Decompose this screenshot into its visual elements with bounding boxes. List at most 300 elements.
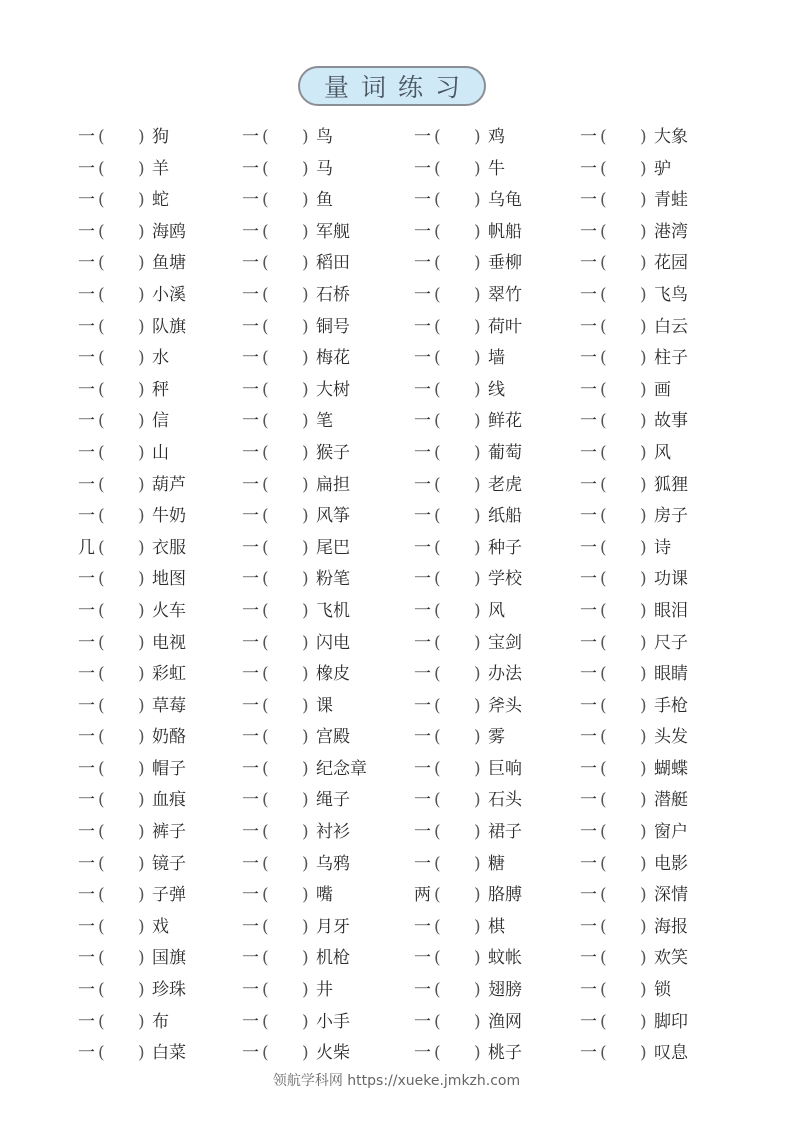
measure-word-blank[interactable] (610, 349, 640, 369)
measure-word-blank[interactable] (272, 128, 302, 148)
left-paren: ( (262, 600, 269, 621)
measure-word-blank[interactable] (272, 981, 302, 1001)
right-paren: ) (138, 664, 145, 685)
measure-word-blank[interactable] (108, 570, 138, 590)
numeral: 一 (580, 221, 597, 242)
left-paren: ( (98, 537, 105, 558)
measure-word-blank[interactable] (108, 381, 138, 401)
measure-word-blank[interactable] (444, 760, 474, 780)
left-paren: ( (434, 127, 441, 147)
measure-word-blank[interactable] (272, 317, 302, 337)
measure-word-blank[interactable] (272, 949, 302, 969)
right-paren: ) (138, 948, 145, 969)
measure-word-blank[interactable] (610, 823, 640, 843)
exercise-item (242, 628, 350, 660)
measure-word-blank[interactable] (610, 475, 640, 495)
noun: 粉笔 (316, 569, 350, 590)
right-paren: ) (474, 221, 481, 242)
measure-word-blank[interactable] (610, 539, 640, 559)
left-paren: ( (262, 916, 269, 937)
measure-word-blank[interactable] (610, 791, 640, 811)
right-paren: ) (474, 190, 481, 211)
noun: 火柴 (316, 1043, 350, 1064)
noun: 鲜花 (488, 411, 522, 432)
exercise-item (414, 122, 505, 154)
exercise-item (78, 438, 169, 470)
measure-word-blank[interactable] (272, 823, 302, 843)
left-paren: ( (434, 253, 441, 274)
exercise-item (414, 217, 522, 249)
noun: 衣服 (152, 537, 186, 558)
noun: 叹息 (654, 1043, 688, 1064)
measure-word-blank[interactable] (444, 886, 474, 906)
measure-word-blank[interactable] (610, 602, 640, 622)
right-paren: ) (138, 442, 145, 463)
measure-word-blank[interactable] (108, 254, 138, 274)
numeral: 一 (242, 632, 259, 653)
left-paren: ( (262, 253, 269, 274)
exercise-row (78, 154, 718, 186)
left-paren: ( (98, 379, 105, 400)
measure-word-blank[interactable] (610, 696, 640, 716)
measure-word-blank[interactable] (444, 412, 474, 432)
measure-word-blank[interactable] (610, 381, 640, 401)
right-paren: ) (474, 379, 481, 400)
noun: 电影 (654, 853, 688, 874)
exercise-item (580, 217, 688, 249)
numeral: 一 (242, 253, 259, 274)
measure-word-blank[interactable] (108, 886, 138, 906)
measure-word-blank[interactable] (108, 1044, 138, 1064)
exercise-item (580, 343, 688, 375)
noun: 衬衫 (316, 822, 350, 843)
left-paren: ( (600, 221, 607, 242)
measure-word-blank[interactable] (108, 475, 138, 495)
measure-word-blank[interactable] (272, 286, 302, 306)
left-paren: ( (434, 158, 441, 179)
exercise-item (580, 691, 688, 723)
measure-word-blank[interactable] (610, 1012, 640, 1032)
noun: 桃子 (488, 1043, 522, 1064)
right-paren: ) (138, 379, 145, 400)
left-paren: ( (98, 506, 105, 527)
measure-word-blank[interactable] (444, 854, 474, 874)
measure-word-blank[interactable] (610, 665, 640, 685)
numeral: 一 (414, 758, 431, 779)
left-paren: ( (600, 980, 607, 1001)
noun: 秤 (152, 379, 169, 400)
left-paren: ( (262, 664, 269, 685)
measure-word-blank[interactable] (610, 918, 640, 938)
measure-word-blank[interactable] (444, 223, 474, 243)
measure-word-blank[interactable] (444, 791, 474, 811)
measure-word-blank[interactable] (108, 349, 138, 369)
numeral: 一 (242, 127, 259, 147)
measure-word-blank[interactable] (272, 728, 302, 748)
numeral: 一 (78, 664, 95, 685)
measure-word-blank[interactable] (108, 981, 138, 1001)
right-paren: ) (138, 474, 145, 495)
measure-word-blank[interactable] (108, 823, 138, 843)
left-paren: ( (262, 569, 269, 590)
noun: 马 (316, 158, 333, 179)
measure-word-blank[interactable] (272, 159, 302, 179)
numeral: 一 (242, 727, 259, 748)
measure-word-blank[interactable] (108, 507, 138, 527)
right-paren: ) (640, 727, 647, 748)
numeral: 一 (414, 569, 431, 590)
exercise-item (414, 1007, 522, 1039)
exercise-item (242, 185, 333, 217)
right-paren: ) (474, 600, 481, 621)
measure-word-blank[interactable] (444, 128, 474, 148)
measure-word-blank[interactable] (108, 665, 138, 685)
exercise-item (414, 817, 522, 849)
measure-word-blank[interactable] (272, 791, 302, 811)
measure-word-blank[interactable] (272, 696, 302, 716)
exercise-item (78, 596, 186, 628)
measure-word-blank[interactable] (272, 412, 302, 432)
measure-word-blank[interactable] (610, 159, 640, 179)
measure-word-blank[interactable] (610, 128, 640, 148)
numeral: 一 (242, 348, 259, 369)
left-paren: ( (98, 474, 105, 495)
right-paren: ) (640, 506, 647, 527)
right-paren: ) (474, 980, 481, 1001)
measure-word-blank[interactable] (444, 602, 474, 622)
left-paren: ( (434, 316, 441, 337)
measure-word-blank[interactable] (610, 570, 640, 590)
right-paren: ) (302, 348, 309, 369)
numeral: 一 (580, 822, 597, 843)
measure-word-blank[interactable] (610, 981, 640, 1001)
measure-word-blank[interactable] (444, 1012, 474, 1032)
measure-word-blank[interactable] (108, 539, 138, 559)
numeral: 一 (78, 411, 95, 432)
measure-word-blank[interactable] (610, 633, 640, 653)
right-paren: ) (474, 916, 481, 937)
right-paren: ) (640, 664, 647, 685)
measure-word-blank[interactable] (108, 633, 138, 653)
measure-word-blank[interactable] (444, 949, 474, 969)
measure-word-blank[interactable] (444, 191, 474, 211)
measure-word-blank[interactable] (272, 191, 302, 211)
right-paren: ) (640, 600, 647, 621)
left-paren: ( (262, 1011, 269, 1032)
right-paren: ) (474, 284, 481, 305)
right-paren: ) (640, 822, 647, 843)
measure-word-blank[interactable] (108, 1012, 138, 1032)
exercise-row (78, 217, 718, 249)
numeral: 一 (414, 600, 431, 621)
left-paren: ( (434, 790, 441, 811)
exercise-item (242, 817, 350, 849)
left-paren: ( (98, 284, 105, 305)
noun: 小溪 (152, 284, 186, 305)
exercise-row (78, 975, 718, 1007)
measure-word-blank[interactable] (444, 286, 474, 306)
left-paren: ( (434, 980, 441, 1001)
exercise-item (78, 248, 186, 280)
exercise-item (242, 722, 350, 754)
measure-word-blank[interactable] (444, 317, 474, 337)
left-paren: ( (434, 1011, 441, 1032)
measure-word-blank[interactable] (108, 412, 138, 432)
noun: 国旗 (152, 948, 186, 969)
exercise-row (78, 438, 718, 470)
numeral: 一 (414, 474, 431, 495)
left-paren: ( (98, 348, 105, 369)
noun: 白云 (654, 316, 688, 337)
measure-word-blank[interactable] (610, 412, 640, 432)
measure-word-blank[interactable] (444, 475, 474, 495)
measure-word-blank[interactable] (108, 128, 138, 148)
measure-word-blank[interactable] (610, 728, 640, 748)
left-paren: ( (98, 758, 105, 779)
right-paren: ) (302, 853, 309, 874)
measure-word-blank[interactable] (444, 665, 474, 685)
left-paren: ( (262, 316, 269, 337)
right-paren: ) (138, 916, 145, 937)
measure-word-blank[interactable] (444, 539, 474, 559)
measure-word-blank[interactable] (272, 633, 302, 653)
exercise-row (78, 122, 718, 154)
measure-word-blank[interactable] (108, 854, 138, 874)
measure-word-blank[interactable] (272, 444, 302, 464)
measure-word-blank[interactable] (272, 918, 302, 938)
measure-word-blank[interactable] (272, 223, 302, 243)
left-paren: ( (262, 632, 269, 653)
exercise-item (414, 406, 522, 438)
measure-word-blank[interactable] (444, 981, 474, 1001)
exercise-item (580, 785, 688, 817)
measure-word-blank[interactable] (444, 633, 474, 653)
measure-word-blank[interactable] (610, 949, 640, 969)
measure-word-blank[interactable] (272, 539, 302, 559)
measure-word-blank[interactable] (610, 444, 640, 464)
measure-word-blank[interactable] (108, 918, 138, 938)
measure-word-blank[interactable] (272, 349, 302, 369)
left-paren: ( (600, 948, 607, 969)
left-paren: ( (98, 316, 105, 337)
exercise-item (242, 564, 350, 596)
noun: 老虎 (488, 474, 522, 495)
measure-word-blank[interactable] (444, 381, 474, 401)
numeral: 一 (78, 790, 95, 811)
right-paren: ) (640, 253, 647, 274)
noun: 海鸥 (152, 221, 186, 242)
measure-word-blank[interactable] (610, 191, 640, 211)
measure-word-blank[interactable] (444, 1044, 474, 1064)
numeral: 一 (242, 569, 259, 590)
right-paren: ) (640, 569, 647, 590)
measure-word-blank[interactable] (444, 349, 474, 369)
exercise-item (414, 722, 505, 754)
left-paren: ( (600, 664, 607, 685)
numeral: 一 (580, 284, 597, 305)
numeral: 一 (580, 632, 597, 653)
noun: 蚊帐 (488, 948, 522, 969)
noun: 布 (152, 1011, 169, 1032)
numeral: 一 (580, 316, 597, 337)
right-paren: ) (474, 442, 481, 463)
numeral: 一 (78, 221, 95, 242)
numeral: 一 (580, 1043, 597, 1064)
measure-word-blank[interactable] (610, 507, 640, 527)
right-paren: ) (138, 221, 145, 242)
right-paren: ) (302, 980, 309, 1001)
exercise-row (78, 533, 718, 565)
exercise-item (242, 438, 350, 470)
exercise-item (78, 470, 186, 502)
exercise-item (414, 470, 522, 502)
measure-word-blank[interactable] (444, 254, 474, 274)
right-paren: ) (302, 284, 309, 305)
measure-word-blank[interactable] (108, 728, 138, 748)
measure-word-blank[interactable] (108, 602, 138, 622)
noun: 尾巴 (316, 537, 350, 558)
exercise-item (414, 943, 522, 975)
numeral: 一 (242, 980, 259, 1001)
measure-word-blank[interactable] (272, 760, 302, 780)
noun: 帽子 (152, 758, 186, 779)
measure-word-blank[interactable] (610, 317, 640, 337)
measure-word-blank[interactable] (108, 760, 138, 780)
right-paren: ) (640, 853, 647, 874)
exercise-row (78, 501, 718, 533)
measure-word-blank[interactable] (610, 1044, 640, 1064)
exercise-item (242, 470, 350, 502)
exercise-item (78, 185, 169, 217)
measure-word-blank[interactable] (272, 570, 302, 590)
noun: 猴子 (316, 442, 350, 463)
right-paren: ) (302, 632, 309, 653)
measure-word-blank[interactable] (272, 1044, 302, 1064)
exercise-item (78, 122, 169, 154)
numeral: 几 (78, 537, 95, 558)
exercise-item (242, 248, 350, 280)
measure-word-blank[interactable] (108, 191, 138, 211)
exercise-row (78, 375, 718, 407)
measure-word-blank[interactable] (108, 286, 138, 306)
right-paren: ) (474, 885, 481, 906)
left-paren: ( (600, 506, 607, 527)
measure-word-blank[interactable] (610, 286, 640, 306)
measure-word-blank[interactable] (610, 886, 640, 906)
measure-word-blank[interactable] (108, 949, 138, 969)
noun: 诗 (654, 537, 671, 558)
left-paren: ( (600, 600, 607, 621)
exercise-item (414, 785, 522, 817)
noun: 尺子 (654, 632, 688, 653)
left-paren: ( (98, 127, 105, 147)
measure-word-blank[interactable] (272, 886, 302, 906)
left-paren: ( (262, 221, 269, 242)
measure-word-blank[interactable] (108, 696, 138, 716)
measure-word-blank[interactable] (272, 854, 302, 874)
exercise-item (78, 375, 169, 407)
numeral: 一 (78, 727, 95, 748)
measure-word-blank[interactable] (610, 760, 640, 780)
right-paren: ) (138, 980, 145, 1001)
noun: 大象 (654, 127, 688, 147)
noun: 蛇 (152, 190, 169, 211)
measure-word-blank[interactable] (444, 728, 474, 748)
exercise-item (242, 280, 350, 312)
right-paren: ) (474, 1043, 481, 1064)
measure-word-blank[interactable] (444, 444, 474, 464)
numeral: 一 (580, 758, 597, 779)
measure-word-blank[interactable] (610, 223, 640, 243)
right-paren: ) (138, 853, 145, 874)
measure-word-blank[interactable] (610, 854, 640, 874)
left-paren: ( (600, 442, 607, 463)
left-paren: ( (262, 885, 269, 906)
exercise-item (78, 975, 186, 1007)
exercise-row (78, 312, 718, 344)
exercise-item (78, 312, 186, 344)
measure-word-blank[interactable] (272, 254, 302, 274)
measure-word-blank[interactable] (108, 444, 138, 464)
measure-word-blank[interactable] (444, 696, 474, 716)
exercise-item (414, 975, 522, 1007)
right-paren: ) (640, 948, 647, 969)
measure-word-blank[interactable] (444, 918, 474, 938)
measure-word-blank[interactable] (108, 791, 138, 811)
noun: 镜子 (152, 853, 186, 874)
measure-word-blank[interactable] (272, 507, 302, 527)
measure-word-blank[interactable] (272, 475, 302, 495)
measure-word-blank[interactable] (444, 823, 474, 843)
measure-word-blank[interactable] (272, 665, 302, 685)
exercise-row (78, 817, 718, 849)
measure-word-blank[interactable] (272, 1012, 302, 1032)
left-paren: ( (262, 158, 269, 179)
right-paren: ) (302, 600, 309, 621)
exercise-item (78, 501, 186, 533)
measure-word-blank[interactable] (108, 317, 138, 337)
noun: 鱼 (316, 190, 333, 211)
measure-word-blank[interactable] (108, 223, 138, 243)
numeral: 一 (580, 411, 597, 432)
measure-word-blank[interactable] (444, 507, 474, 527)
noun: 青蛙 (654, 190, 688, 211)
measure-word-blank[interactable] (272, 602, 302, 622)
exercise-item (580, 406, 688, 438)
measure-word-blank[interactable] (444, 159, 474, 179)
noun: 宫殿 (316, 727, 350, 748)
measure-word-blank[interactable] (272, 381, 302, 401)
numeral: 一 (78, 1043, 95, 1064)
noun: 笔 (316, 411, 333, 432)
measure-word-blank[interactable] (108, 159, 138, 179)
exercise-item (78, 754, 186, 786)
left-paren: ( (600, 853, 607, 874)
numeral: 一 (242, 695, 259, 716)
numeral: 一 (580, 442, 597, 463)
right-paren: ) (138, 1043, 145, 1064)
measure-word-blank[interactable] (444, 570, 474, 590)
right-paren: ) (138, 506, 145, 527)
noun: 珍珠 (152, 980, 186, 1001)
exercise-row (78, 722, 718, 754)
numeral: 一 (78, 474, 95, 495)
right-paren: ) (474, 758, 481, 779)
numeral: 一 (78, 348, 95, 369)
noun: 窗户 (654, 822, 688, 843)
measure-word-blank[interactable] (610, 254, 640, 274)
numeral: 一 (580, 727, 597, 748)
